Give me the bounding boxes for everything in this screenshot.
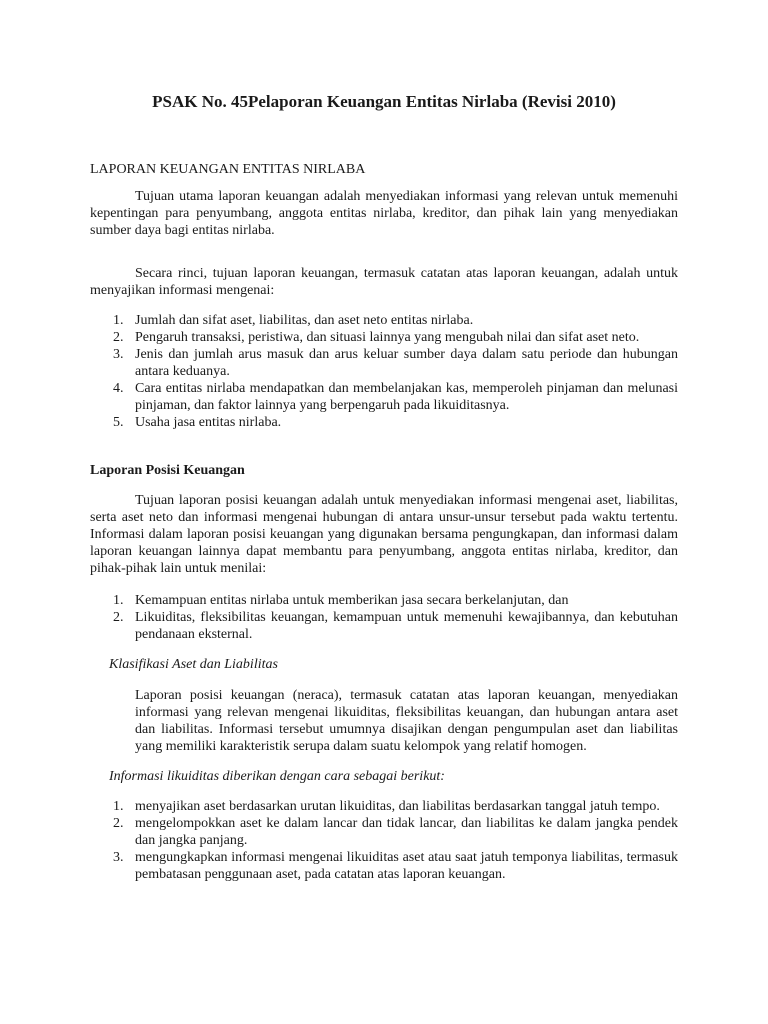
list-tujuan-informasi	[90, 312, 678, 431]
subheading-likuiditas: Informasi likuiditas diberikan dengan cara sebagai berikut:	[109, 769, 445, 784]
document-page	[90, 0, 678, 1024]
document-title: PSAK No. 45Pelaporan Keuangan Entitas Nirlaba (Revisi 2010)	[152, 92, 616, 111]
list-item: 4. Cara entitas nirlaba mendapatkan dan membelanjakan kas, memperoleh pinjaman dan melunasi pinjaman, dan faktor lainnya yang berpengaruh pada likuiditasnya.	[113, 381, 678, 413]
section-heading-posisi-keuangan: Laporan Posisi Keuangan	[90, 463, 245, 478]
paragraph-klasifikasi: Laporan posisi keuangan (neraca), termasuk catatan atas laporan keuangan, menyediakan informasi yang relevan mengenai likuiditas, fleksibilitas keuangan, dan hubungan antara aset dan liabilitas. Informasi tersebut umumnya disajikan dengan pengumpulan aset dan liabilitas yang memiliki karakteristik serupa dalam suatu kelompok yang relatif homogen.	[135, 688, 678, 754]
list-item: 3. Jenis dan jumlah arus masuk dan arus keluar sumber daya dalam satu periode dan hubungan antara keduanya.	[113, 347, 678, 379]
paragraph-tujuan-utama: Tujuan utama laporan keuangan adalah menyediakan informasi yang relevan untuk memenuhi kepentingan para penyumbang, anggota entitas nirlaba, kreditor, dan pihak lain yang menyediakan sumber daya bagi entitas nirlaba.	[90, 189, 678, 238]
list-item: 5. Usaha jasa entitas nirlaba.	[113, 415, 282, 430]
list-item: 2. mengelompokkan aset ke dalam lancar dan tidak lancar, dan liabilitas ke dalam jangka pendek dan jangka panjang.	[113, 816, 678, 848]
list-item: 2. Pengaruh transaksi, peristiwa, dan situasi lainnya yang mengubah nilai dan sifat aset neto.	[113, 330, 640, 345]
section-heading-laporan-keuangan: LAPORAN KEUANGAN ENTITAS NIRLABA	[90, 162, 366, 177]
paragraph-tujuan-posisi: Tujuan laporan posisi keuangan adalah untuk menyediakan informasi mengenai aset, liabilitas, serta aset neto dan informasi mengenai hubungan di antara unsur-unsur tersebut pada waktu tertentu. Informasi dalam laporan posisi keuangan yang digunakan bersama pengungkapan, dan informasi dalam laporan keuangan lainnya dapat membantu para penyumbang, anggota entitas nirlaba, kreditor, dan pihak-pihak lain untuk menilai:	[90, 493, 678, 576]
list-item: 1. menyajikan aset berdasarkan urutan likuiditas, dan liabilitas berdasarkan tanggal jatuh tempo.	[113, 799, 660, 814]
subheading-klasifikasi: Klasifikasi Aset dan Liabilitas	[109, 657, 278, 672]
list-likuiditas	[90, 798, 678, 883]
list-item: 1. Jumlah dan sifat aset, liabilitas, dan aset neto entitas nirlaba.	[113, 313, 474, 328]
list-item: 2. Likuiditas, fleksibilitas keuangan, kemampuan untuk memenuhi kewajibannya, dan kebutuhan pendanaan eksternal.	[113, 610, 678, 642]
list-menilai	[90, 592, 678, 643]
list-item: 1. Kemampuan entitas nirlaba untuk memberikan jasa secara berkelanjutan, dan	[113, 593, 569, 608]
list-item: 3. mengungkapkan informasi mengenai likuiditas aset atau saat jatuh temponya liabilitas, termasuk pembatasan penggunaan aset, pada catatan atas laporan keuangan.	[113, 850, 678, 882]
paragraph-secara-rinci: Secara rinci, tujuan laporan keuangan, termasuk catatan atas laporan keuangan, adalah untuk menyajikan informasi mengenai:	[90, 266, 678, 298]
